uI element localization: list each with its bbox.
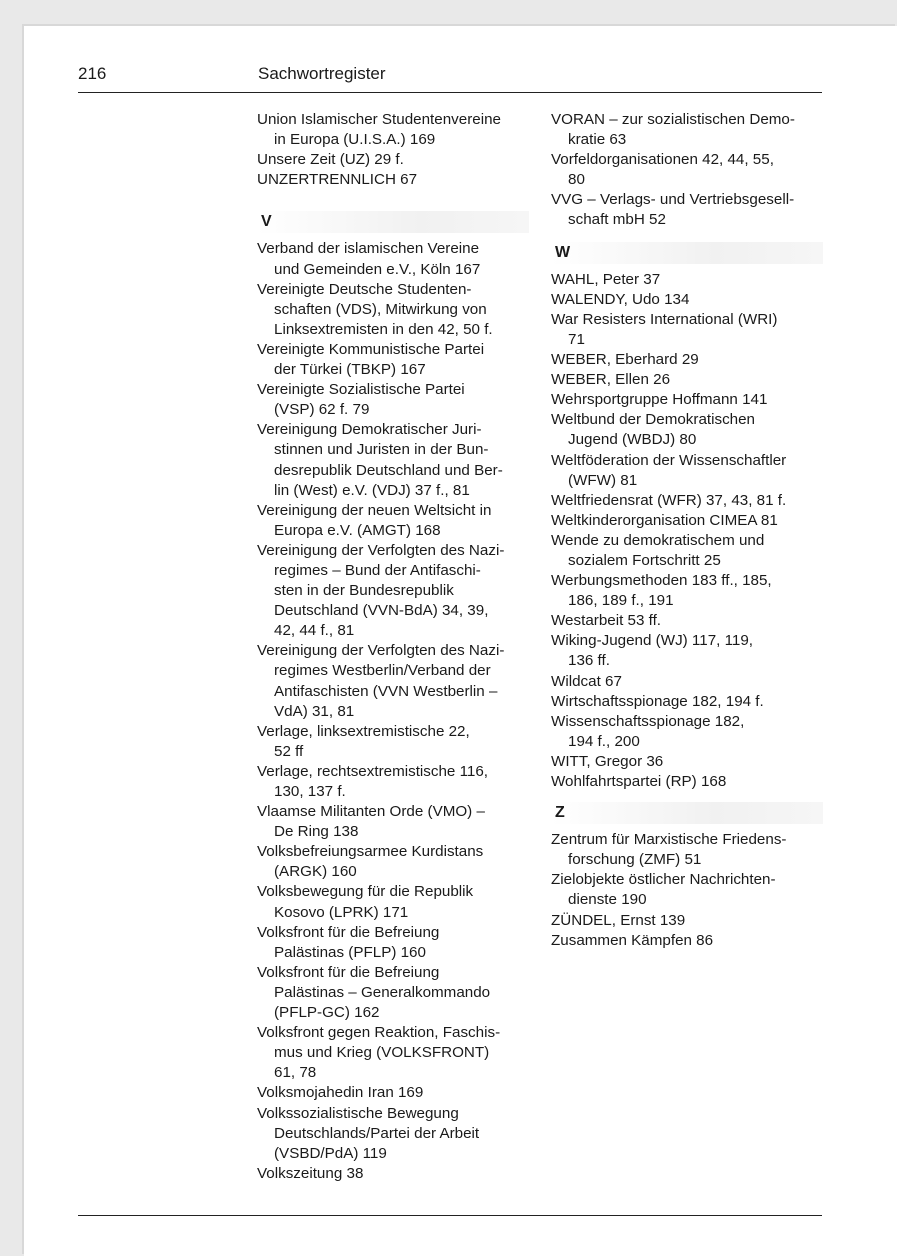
index-entry: Zusammen Kämpfen 86	[551, 931, 714, 949]
index-entry: ZÜNDEL, Ernst 139	[551, 911, 686, 929]
entry-group-w	[551, 270, 826, 792]
index-entry: Verlage, rechtsextremistische 116, 130, 137 f.	[257, 762, 489, 800]
index-entry: Volksbefreiungsarmee Kurdistans (ARGK) 160	[257, 843, 484, 881]
index-entry: VORAN – zur sozialistischen Demo- kratie 63	[551, 111, 795, 149]
index-entry: Wehrsportgruppe Hoffmann 141	[551, 391, 768, 409]
index-entry: UNZERTRENNLICH 67	[257, 171, 418, 189]
index-entry: Zielobjekte östlicher Nachrichten- dienste 190	[551, 871, 776, 909]
index-entry: Vereinigte Kommunistische Partei der Türkei (TBKP) 167	[257, 340, 485, 379]
index-entry: Verlage, linksextremistische 22, 52 ff	[257, 722, 470, 760]
section-heading-w: W	[551, 242, 823, 264]
running-title: Sachwortregister	[258, 64, 386, 83]
index-entry: WALENDY, Udo 134	[551, 290, 690, 308]
index-entry: Vereinigung der Verfolgten des Nazi- regimes – Bund der Antifaschi- sten in der Bundesrepublik Deutschland (VVN-BdA) 34, 39, 42, 44 f., 81	[257, 541, 505, 640]
index-entry: Union Islamischer Studentenvereine in Europa (U.I.S.A.) 169	[257, 111, 501, 149]
index-entry: WEBER, Eberhard 29	[551, 351, 699, 369]
index-entry: WEBER, Ellen 26	[551, 371, 671, 389]
page-number: 216	[78, 64, 107, 83]
index-entry: Vlaamse Militanten Orde (VMO) – De Ring 138	[257, 803, 485, 841]
section-heading-v: V	[257, 211, 529, 233]
section-heading-z: Z	[551, 802, 823, 824]
index-entry: Vereinigung Demokratischer Juri- stinnen und Juristen in der Bun- desrepublik Deutschland und Ber- lin (West) e.V. (VDJ) 37 f., 81	[257, 421, 503, 499]
index-entry: Weltkinderorganisation CIMEA 81	[551, 511, 778, 529]
index-column-right	[551, 110, 826, 951]
header-rule	[78, 92, 822, 93]
index-entry: Wissenschaftsspionage 182, 194 f., 200	[551, 712, 745, 750]
index-entry: Unsere Zeit (UZ) 29 f.	[257, 151, 404, 169]
index-entry: Wirtschaftsspionage 182, 194 f.	[551, 692, 764, 710]
index-column-left	[257, 110, 532, 1184]
index-entry: Vorfeldorganisationen 42, 44, 55, 80	[551, 151, 774, 189]
index-entry: Volksmojahedin Iran 169	[257, 1084, 424, 1102]
index-entry: Werbungsmethoden 183 ff., 185, 186, 189 f., 191	[551, 572, 772, 610]
index-entry: Weltbund der Demokratischen Jugend (WBDJ) 80	[551, 411, 756, 449]
index-entry: Volksfront für die Befreiung Palästinas (PFLP) 160	[257, 923, 440, 961]
index-entry: Weltfriedensrat (WFR) 37, 43, 81 f.	[551, 491, 787, 509]
entry-group-top-left	[257, 110, 532, 190]
index-entry: Wildcat 67	[551, 672, 622, 690]
index-entry: Wende zu demokratischem und sozialem Fortschritt 25	[551, 531, 765, 569]
index-entry: War Resisters International (WRI) 71	[551, 310, 778, 348]
index-entry: Vereinigung der Verfolgten des Nazi- regimes Westberlin/Verband der Antifaschisten (VVN Westberlin – VdA) 31, 81	[257, 642, 505, 720]
index-entry: Verband der islamischen Vereine und Gemeinden e.V., Köln 167	[257, 240, 481, 278]
index-entry: Wiking-Jugend (WJ) 117, 119, 136 ff.	[551, 632, 754, 670]
index-entry: Wohlfahrtspartei (RP) 168	[551, 773, 727, 790]
index-entry: Zentrum für Marxistische Friedens- forschung (ZMF) 51	[551, 831, 787, 869]
entry-group-z	[551, 830, 826, 951]
entry-group-v	[257, 239, 532, 1183]
index-entry: Vereinigung der neuen Weltsicht in Europa e.V. (AMGT) 168	[257, 501, 492, 539]
index-entry: Volksbewegung für die Republik Kosovo (LPRK) 171	[257, 883, 474, 921]
index-entry: VVG – Verlags- und Vertriebsgesell- schaft mbH 52	[551, 191, 795, 229]
index-entry: Volkssozialistische Bewegung Deutschlands/Partei der Arbeit (VSBD/PdA) 119	[257, 1104, 480, 1162]
index-entry: Volkszeitung 38	[257, 1164, 364, 1182]
index-entry: WAHL, Peter 37	[551, 270, 661, 288]
index-entry: WITT, Gregor 36	[551, 752, 664, 770]
footer-rule	[78, 1215, 822, 1216]
index-entry: Vereinigte Deutsche Studenten- schaften (VDS), Mitwirkung von Linksextremisten in den 42, 50 f.	[257, 280, 493, 338]
index-entry: Westarbeit 53 ff.	[551, 612, 662, 630]
index-entry: Vereinigte Sozialistische Partei (VSP) 62 f. 79	[257, 381, 465, 419]
index-entry: Volksfront für die Befreiung Palästinas – Generalkommando (PFLP-GC) 162	[257, 963, 491, 1022]
index-entry: Weltföderation der Wissenschaftler (WFW) 81	[551, 451, 787, 489]
index-entry: Volksfront gegen Reaktion, Faschis- mus und Krieg (VOLKSFRONT) 61, 78	[257, 1024, 501, 1082]
entry-group-top-right	[551, 110, 826, 231]
